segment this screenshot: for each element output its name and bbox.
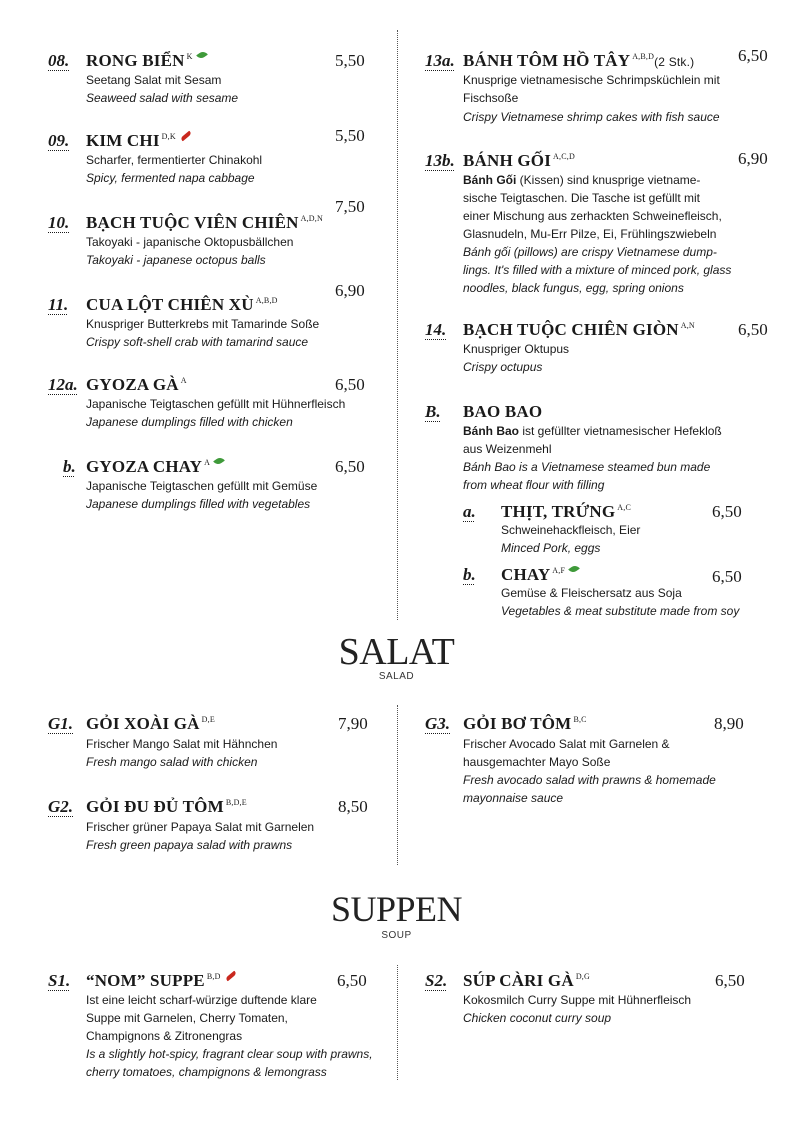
item-description-de: aus Weizenmehl (463, 442, 552, 456)
item-name: BẠCH TUỘC CHIÊN GIÒN $^{A,N}$ (463, 320, 695, 339)
item-description-de: Gemüse & Fleischersatz aus Soja (501, 586, 682, 600)
item-price: 6,50 (738, 46, 768, 65)
item-description-en: mayonnaise sauce (463, 791, 564, 805)
column-divider-soup (397, 965, 398, 1080)
item-name: BÁNH GỐI $^{A,C,D}$ (463, 151, 575, 170)
item-description-en: Takoyaki - japanese octopus balls (86, 253, 266, 267)
item-description-de: Suppe mit Garnelen, Cherry Tomaten, (86, 1011, 288, 1025)
item-price: 5,50 (335, 51, 365, 70)
item-code: G2. (48, 797, 74, 816)
item-description-en: Fresh avocado salad with prawns & homemade (463, 773, 716, 787)
item-code: 09. (48, 131, 70, 150)
item-code: 08. (48, 51, 70, 70)
leaf-icon (213, 456, 225, 467)
item-description-en: Minced Pork, eggs (501, 541, 601, 555)
item-description-de: Kokosmilch Curry Suppe mit Hühnerfleisch (463, 993, 692, 1007)
item-code: B. (425, 402, 441, 421)
item-code: 12a. (48, 375, 78, 394)
item-code: 14. (425, 320, 447, 339)
item-description-en: Seaweed salad with sesame (86, 91, 239, 105)
item-price: 7,50 (335, 197, 365, 216)
item-description-de: Japanische Teigtaschen gefüllt mit Gemüse (86, 479, 318, 493)
item-name: BÁNH TÔM HỒ TÂY $^{A,B,D}$(2 Stk.) (463, 51, 695, 70)
item-name: GYOZA CHAY $^A$ (86, 457, 224, 477)
item-description-en: Spicy, fermented napa cabbage (86, 171, 255, 185)
item-description-de: Japanische Teigtaschen gefüllt mit Hühnerfleisch (86, 397, 346, 411)
item-description-de: Bánh Gối (Kissen) sind knusprige vietname- (463, 173, 701, 187)
section-subtitle-soup: SOUP (381, 930, 412, 941)
item-name: BẠCH TUỘC VIÊN CHIÊN $^{A,D,N}$ (86, 213, 323, 232)
item-description-de: Frischer Mango Salat mit Hähnchen (86, 737, 278, 751)
section-title-suppen: SUPPEN (330, 889, 463, 929)
item-name: GỎI ĐU ĐỦ TÔM $^{B,D,E}$ (86, 797, 247, 816)
item-description-en: Japanese dumplings filled with vegetables (86, 497, 311, 511)
item-description-de: Knuspriger Oktupus (463, 342, 570, 356)
item-price: 6,50 (337, 971, 367, 990)
item-code: S2. (425, 971, 448, 990)
item-description-en: cherry tomatoes, champignons & lemongrass (86, 1065, 327, 1079)
item-description-de: Bánh Bao ist gefüllter vietnamesischer Hefekloß (463, 424, 722, 438)
item-description-de: Knusprige vietnamesische Schrimpsküchlein mit (463, 73, 720, 87)
item-price: 8,50 (338, 797, 368, 816)
item-description-en: Vegetables & meat substitute made from soy (501, 604, 740, 618)
item-description-de: Schweinehackfleisch, Eier (501, 523, 641, 537)
item-description-de: Ist eine leicht scharf-würzige duftende klare (86, 993, 317, 1007)
item-code: G1. (48, 714, 74, 733)
item-description-en: noodles, black fungus, egg, spring onions (463, 281, 684, 295)
item-price: 7,90 (338, 714, 368, 733)
item-description-de: einer Mischung aus zerhackten Schweinefleisch, (463, 209, 722, 223)
item-description-de: Frischer grüner Papaya Salat mit Garnelen (86, 820, 315, 834)
chili-icon (225, 971, 237, 982)
section-subtitle-salad: SALAD (378, 671, 415, 682)
item-description-de: Glasnudeln, Mu-Err Pilze, Ei, Frühlingszwiebeln (463, 227, 717, 241)
item-description-de: Knuspriger Butterkrebs mit Tamarinde Soße (86, 317, 320, 331)
item-code: 10. (48, 213, 70, 232)
chili-icon (180, 131, 192, 142)
item-description-de: Champignons & Zitronengras (86, 1029, 243, 1043)
item-name: GỎI XOÀI GÀ $^{D,E}$ (86, 714, 215, 733)
item-description-de: Takoyaki - japanische Oktopusbällchen (86, 235, 294, 249)
column-divider-top (397, 30, 398, 620)
item-name: THỊT, TRỨNG $^{A,C}$ (501, 502, 632, 521)
item-description-de: hausgemachter Mayo Soße (463, 755, 611, 769)
item-description-en: Is a slightly hot-spicy, fragrant clear soup with prawns, (86, 1047, 373, 1061)
item-description-de: sische Teigtaschen. Die Tasche ist gefüllt mit (463, 191, 701, 205)
item-code: S1. (48, 971, 71, 990)
section-title-salat: SALAT (338, 631, 455, 673)
item-price: 6,90 (335, 281, 365, 300)
item-name: CUA LỘT CHIÊN XÙ $^{A,B,D}$ (86, 295, 278, 314)
item-code: b. (63, 457, 76, 476)
item-name: RONG BIỂN $^K$ (86, 51, 207, 71)
item-code: 13a. (425, 51, 455, 70)
item-price: 6,50 (335, 457, 365, 476)
item-price: 6,50 (335, 375, 365, 394)
item-description-de: Seetang Salat mit Sesam (86, 73, 222, 87)
item-code: a. (463, 502, 476, 521)
item-code: 13b. (425, 151, 455, 170)
item-description-en: Chicken coconut curry soup (463, 1011, 612, 1025)
item-description-en: Bánh gối (pillows) are crispy Vietnamese dump- (463, 245, 717, 259)
item-description-en: Fresh green papaya salad with prawns (86, 838, 293, 852)
item-name: GYOZA GÀ $^A$ (86, 375, 187, 394)
item-description-en: lings. It's filled with a mixture of minced pork, glass (463, 263, 732, 277)
leaf-icon (568, 564, 580, 575)
item-description-de: Frischer Avocado Salat mit Garnelen & (463, 737, 670, 751)
item-description-en: Bánh Bao is a Vietnamese steamed bun made (463, 460, 711, 474)
item-price: 6,50 (712, 502, 742, 521)
item-name: BAO BAO (463, 402, 543, 421)
item-description-en: Crispy soft-shell crab with tamarind sauce (86, 335, 309, 349)
item-description-de: Fischsoße (463, 91, 519, 105)
item-description-en: Fresh mango salad with chicken (86, 755, 258, 769)
item-code: G3. (425, 714, 451, 733)
item-price: 6,90 (738, 149, 768, 168)
item-name: KIM CHI $^{D,K}$ (86, 131, 192, 151)
item-code: 11. (48, 295, 69, 314)
item-name: “NOM” SUPPE $^{B,D}$ (86, 971, 237, 991)
item-price: 5,50 (335, 126, 365, 145)
item-code: b. (463, 565, 476, 584)
leaf-icon (196, 50, 208, 61)
item-price: 8,90 (714, 714, 744, 733)
item-description-en: Japanese dumplings filled with chicken (86, 415, 293, 429)
item-price: 6,50 (712, 567, 742, 586)
item-price: 6,50 (715, 971, 745, 990)
item-description-en: Crispy octupus (463, 360, 543, 374)
item-description-en: Crispy Vietnamese shrimp cakes with fish sauce (463, 110, 720, 124)
column-divider-salad (397, 705, 398, 865)
item-description-en: from wheat flour with filling (463, 478, 605, 492)
item-name: CHAY $^{A,F}$ (501, 565, 579, 585)
item-name: SÚP CÀRI GÀ $^{D,G}$ (463, 971, 590, 990)
item-price: 6,50 (738, 320, 768, 339)
item-name: GỎI BƠ TÔM $^{B,C}$ (463, 714, 587, 733)
item-description-de: Scharfer, fermentierter Chinakohl (86, 153, 263, 167)
